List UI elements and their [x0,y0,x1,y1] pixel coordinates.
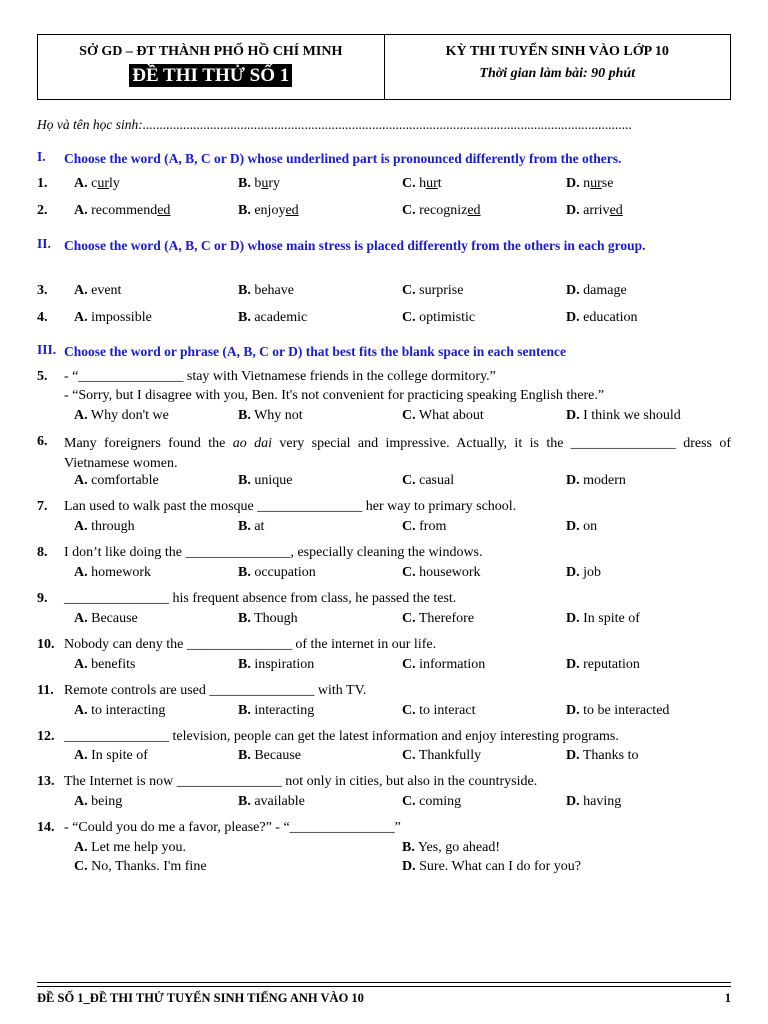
option-a: A. curly [74,176,120,191]
option-b: B. available [238,794,305,809]
option-c: C. casual [402,473,455,488]
option-a: A. homework [74,565,152,580]
option-c: C. surprise [402,283,464,298]
option-d: D. I think we should [566,408,681,423]
option-b: B. Because [238,748,301,763]
footer-rule [37,986,731,987]
option-c: C. optimistic [402,310,476,325]
option-b: B. unique [238,473,293,488]
option-a: A. comfortable [74,473,159,488]
student-name-line: Họ và tên học sinh:................................................................................................................................................. [37,117,633,132]
option-c: C. What about [402,408,484,423]
option-b: B. Why not [238,408,303,423]
option-d: D. damage [566,283,627,298]
page-number: 1 [724,991,731,1005]
option-c: C. housework [402,565,481,580]
footer-rule [37,982,731,983]
footer-title: ĐỀ SỐ 1_ĐỀ THI THỬ TUYỂN SINH TIẾNG ANH VÀO 10 [37,991,364,1005]
option-d: D. In spite of [566,611,640,626]
option-c: C. from [402,519,447,534]
option-b: B. behave [238,283,294,298]
question-stem: _______________ television, people can get the latest information and enjoy interesting programs. [64,729,619,744]
section-heading: I. Choose the word (A, B, C or D) whose underlined part is pronounced differently from the others. [37,149,622,166]
header-right [385,35,731,99]
option-d: D. job [566,565,602,580]
option-a: A. Because [74,611,138,626]
option-a: A. through [74,519,135,534]
option-b: B. enjoyed [238,203,299,218]
option-b: B. interacting [238,703,315,718]
section-heading: III. Choose the word or phrase (A, B, C or D) that best fits the blank space in each sentence [37,342,566,359]
option-c: C. hurt [402,176,442,191]
option-c: C. Thankfully [402,748,482,763]
option-d: D. reputation [566,657,640,672]
option-d: D. modern [566,473,626,488]
option-b: B. at [238,519,265,534]
time-allowed: Thời gian làm bài: 90 phút [479,66,636,81]
option-d: D. nurse [566,176,614,191]
option-a: A. benefits [74,657,136,672]
option-b: B. bury [238,176,281,191]
option-c: C. coming [402,794,462,809]
option-d: D. on [566,519,598,534]
header-left [38,35,385,99]
department-title: SỞ GD – ĐT THÀNH PHỐ HỒ CHÍ MINH [79,44,343,59]
option-d: D. Sure. What can I do for you? [402,859,581,874]
option-c: C. recognized [402,203,481,218]
option-a: A. Let me help you. [74,840,186,855]
question-stem: Lan used to walk past the mosque _______________ her way to primary school. [64,499,517,514]
option-c: C. Therefore [402,611,475,626]
option-a: A. being [74,794,123,809]
option-d: D. having [566,794,622,809]
option-c: C. No, Thanks. I'm fine [74,859,207,874]
question-stem: The Internet is now _______________ not only in cities, but also in the countryside. [64,774,538,789]
question-stem: _______________ his frequent absence from class, he passed the test. [64,591,457,606]
option-c: C. to interact [402,703,476,718]
question-stem: - “_______________ stay with Vietnamese friends in the college dormitory.” [64,369,496,384]
page-footer [37,991,731,1006]
question-stem: - “Sorry, but I disagree with you, Ben. It's not convenient for practicing speaking English there.” [64,388,605,403]
option-a: A. recommended [74,203,171,218]
option-b: B. inspiration [238,657,315,672]
question-stem: I don’t like doing the _______________, especially cleaning the windows. [64,545,483,560]
option-a: A. to interacting [74,703,166,718]
exam-title-badge: ĐỀ THI THỬ SỐ 1 [129,64,292,87]
option-a: A. event [74,283,122,298]
option-a: A. In spite of [74,748,148,763]
option-d: D. to be interacted [566,703,670,718]
question-stem: Nobody can deny the _______________ of the internet in our life. [64,637,437,652]
section-heading: II. Choose the word (A, B, C or D) whose main stress is placed differently from the others in each group. [37,236,646,253]
header-box [37,34,731,100]
question-stem: Remote controls are used _______________ with TV. [64,683,367,698]
option-b: B. Yes, go ahead! [402,840,501,855]
question-stem: Many foreigners found the ao dai very special and impressive. Actually, it is the _______________ dress of Vietnamese women. [64,436,732,471]
option-d: D. education [566,310,638,325]
option-c: C. information [402,657,486,672]
question-stem: - “Could you do me a favor, please?” - “_______________” [64,820,401,835]
option-b: B. academic [238,310,308,325]
option-a: A. impossible [74,310,152,325]
option-b: B. occupation [238,565,316,580]
option-b: B. Though [238,611,298,626]
option-a: A. Why don't we [74,408,169,423]
option-d: D. Thanks to [566,748,639,763]
option-d: D. arrived [566,203,623,218]
exam-name: KỲ THI TUYỂN SINH VÀO LỚP 10 [445,44,669,59]
